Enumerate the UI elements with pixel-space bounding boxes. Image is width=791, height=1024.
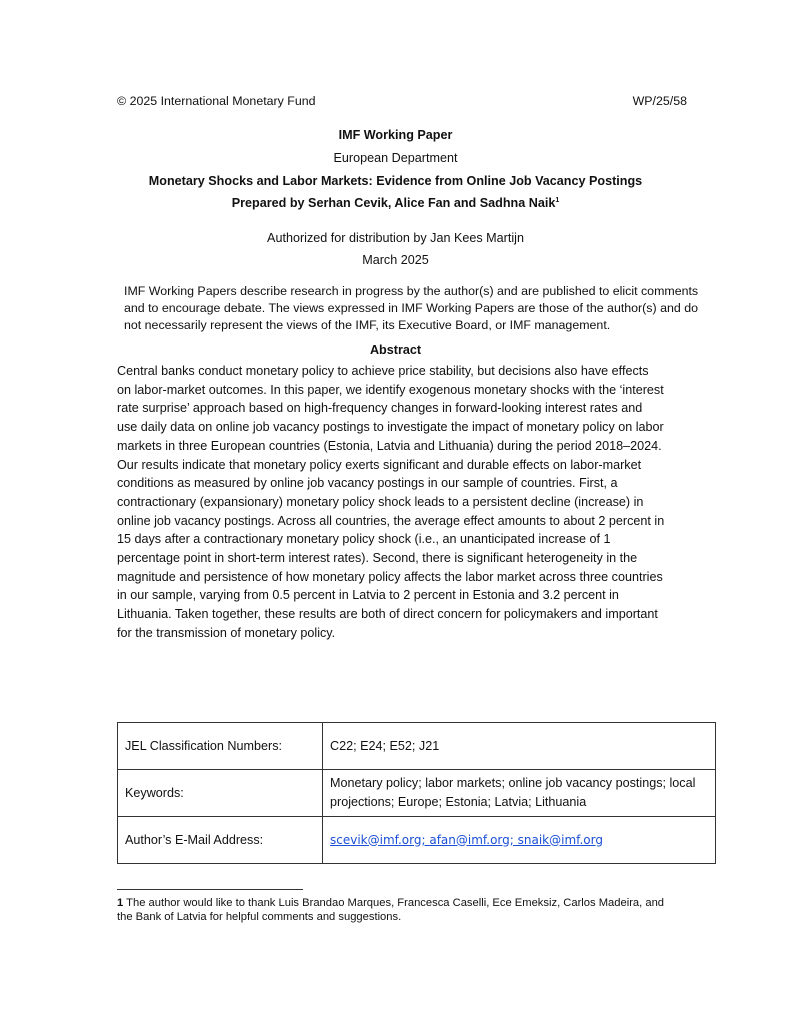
paper-title: Monetary Shocks and Labor Markets: Evidence from Online Job Vacancy Postings [148,174,643,188]
footnote [117,896,697,925]
abstract-line: magnitude and persistence of how monetary policy affects the labor market across three countries [117,569,663,584]
keywords-line: projections; Europe; Estonia; Latvia; Lithuania [330,795,587,809]
abstract-heading: Abstract [369,343,422,357]
abstract-line: online job vacancy postings. Across all countries, the average effect amounts to about 2 percent in [117,513,665,528]
abstract-line: percentage point in short-term interest rates). Second, there is significant heterogeneity in the [117,551,638,566]
email-label: Author’s E-Mail Address: [118,817,323,864]
disclaimer-line: and to encourage debate. The views expressed in IMF Working Papers are those of the author(s) and do [124,301,698,315]
keywords-line: Monetary policy; labor markets; online job vacancy postings; local [330,776,696,790]
keywords-row [118,770,716,817]
abstract-line: in our sample, varying from 0.5 percent in Latvia to 2 percent in Estonia and 3.2 percent in [117,588,619,603]
abstract-line: markets in three European countries (Estonia, Latvia and Lithuania) during the period 2018–2024. [117,438,662,453]
jel-row [118,723,716,770]
abstract-line: conditions as measured by online job vacancy postings in our sample of countries. First, a [117,476,618,491]
email-row [118,817,716,864]
department: European Department [333,151,458,165]
disclaimer-line: not necessarily represent the views of the IMF, its Executive Board, or IMF management. [124,318,611,332]
abstract-line: on labor-market outcomes. In this paper, we identify exogenous monetary shocks with the ‘interest [117,382,664,397]
footnote-text: The author would like to thank Luis Brandao Marques, Francesca Caselli, Ece Emeksiz, Carlos Madeira, and [126,897,665,909]
abstract-line: 15 days after a contractionary monetary policy shock (i.e., an unanticipated increase of 1 [117,532,611,547]
disclaimer [124,283,729,334]
copyright-notice: © 2025 International Monetary Fund [117,94,316,108]
abstract-line: Central banks conduct monetary policy to achieve price stability, but decisions also have effects [117,364,649,378]
series-title: IMF Working Paper [338,128,453,142]
footnote-marker: 1 [117,897,124,909]
authorization: Authorized for distribution by Jan Kees Martijn [267,231,524,245]
abstract-line: rate surprise’ approach based on high-frequency changes in forward-looking interest rates and [117,401,643,416]
email-cell [323,817,716,864]
classification-table [117,722,716,864]
abstract-line: Lithuania. Taken together, these results are both of direct concern for policymakers and important [117,607,658,622]
abstract-line: for the transmission of monetary policy. [117,625,336,640]
disclaimer-line: IMF Working Papers describe research in progress by the author(s) and are published to elicit comments [124,284,699,298]
footnote-line: the Bank of Latvia for helpful comments and suggestions. [117,911,402,924]
author-footnote-marker[interactable]: 1 [555,196,560,204]
abstract-body [117,362,683,643]
paper-number: WP/25/58 [632,94,687,108]
abstract-line: contractionary (expansionary) monetary policy shock leads to a persistent decline (increase) in [117,494,644,509]
abstract-line: Our results indicate that monetary policy exerts significant and durable effects on labor-market [117,457,642,472]
jel-value: C22; E24; E52; J21 [323,723,716,770]
keywords-value [323,770,716,817]
jel-label: JEL Classification Numbers: [118,723,323,770]
footnote-line [117,896,697,910]
email-link[interactable]: scevik@imf.org; afan@imf.org; snaik@imf.org [330,832,603,847]
authors: Prepared by Serhan Cevik, Alice Fan and Sadhna Naik [231,196,556,210]
publication-date: March 2025 [362,253,429,267]
abstract-line: use daily data on online job vacancy postings to investigate the impact of monetary policy on labor [117,420,664,435]
authors-line [0,196,791,210]
footnote-divider [117,889,303,890]
keywords-label: Keywords: [118,770,323,817]
